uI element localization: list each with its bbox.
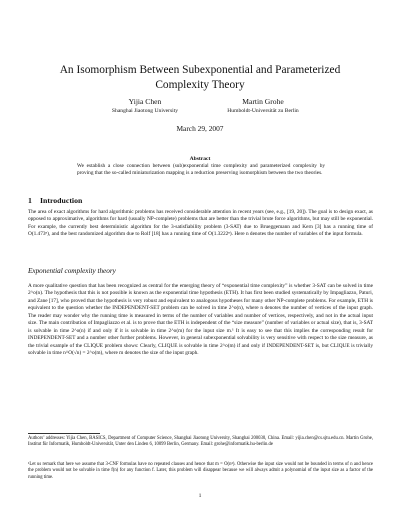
paper-title	[40, 63, 360, 92]
author-name: Yijia Chen	[128, 97, 162, 106]
author-block-2	[188, 97, 338, 115]
author-name: Martin Grohe	[242, 97, 284, 106]
intro-paragraph: The area of exact algorithms for hard algorithmic problems has received considerable attention in recent years (see, e.g., [19, 20]). The goal is to design exact, as opposed to approximative, algorithms for hard (usually NP-complete) problems that are better than the trivial brute force algorithms, but may still be exponential. For example, the currently best deterministic algorithm for the 3-satisfiability problem (3-SAT) due to Brueggemann and Kern [3] has a running time of O(1.473ⁿ), and the best randomized algorithm due to Rolf [18] has a running time of O(1.3222ⁿ). Here n denotes the number of variables of the input formula.	[28, 209, 373, 238]
abstract-text: We establish a close connection between (sub)exponential time complexity and parameterized complexity by proving that the so-called miniaturization mapping is a reduction preserving isomorphism between the two theories.	[77, 163, 325, 177]
footnote-rule	[28, 433, 100, 434]
subsection-heading: Exponential complexity theory	[28, 267, 116, 275]
author-affiliation: Humboldt-Universität zu Berlin	[227, 108, 299, 114]
footnote-addresses: Authors’ addresses: Yijia Chen, BASICS, Department of Computer Science, Shanghai Jiaotong University, Shanghai 200030, China. Email: yijia.chen@cs.sjtu.edu.cn. Martin Grohe, Institut für Informatik, Humboldt-Universität, Unter den Linden 6, 10099 Berlin, Germany. Email: grohe@informatik.hu-berlin.de	[28, 436, 373, 448]
section-title: Introduction	[40, 196, 83, 205]
page-number: 1	[198, 493, 202, 499]
author-affiliation: Shanghai Jiaotong University	[111, 108, 179, 114]
ect-paragraph: A more qualitative question that has been recognized as central for the emerging theory of “exponential time complexity” is whether 3-SAT can be solved in time 2^o(n). The hypothesis that this is not possible is known as the exponential time hypothesis (ETH). It has first been studied systematically by Impagliazzo, Paturi, and Zane [17], who proved that the hypothesis is very robust and equivalent to analogous hypotheses for many other NP-complete problems. For example, ETH is equivalent to the question whether the INDEPENDENT-SET problem can be solved in time 2^o(n), where n denotes the number of vertices of the input graph. The reader may wonder why the running time is measured in terms of the number of variables and number of vertices, respectively, and not in the actual input size. The main contribution of Impagliazzo et al. is to prove that the ETH is independent of the “size measure” (number of variables or actual size), that is, 3-SAT is solvable in time 2^o(n) if and only if it is solvable in time 2^o(m) for the input size m.¹ It is easy to see that this implies the corresponding result for INDEPENDENT-SET and a number other further problems. However, in general subexponential solvability is very sensitive with respect to the size measure, as the trivial example of the CLIQUE problem shows: Clearly, CLIQUE is solvable in time 2^o(m) if and only if INDEPENDENT-SET is, but CLIQUE is trivially solvable in time n^O(√n) = 2^o(m), where m denotes the size of the input graph.	[28, 283, 373, 357]
title-line-1: An Isomorphism Between Subexponential and Parameterized	[59, 64, 341, 76]
section-number: 1	[28, 196, 32, 205]
title-line-2: Complexity Theory	[155, 78, 245, 91]
section-heading	[28, 196, 82, 206]
paper-date: March 29, 2007	[176, 124, 224, 133]
footnote-1: ¹Let us remark that here we assume that 3-CNF formulas have no repeated clauses and hence that m = O(n³). Otherwise the input size would not be bounded in terms of n and hence the problem would not be solvable in time f(n) for any function f. Later, this problem will disappear because we will always admit a polynomial of the input size as a factor of the running time.	[28, 462, 373, 480]
abstract-heading: Abstract	[189, 156, 211, 162]
